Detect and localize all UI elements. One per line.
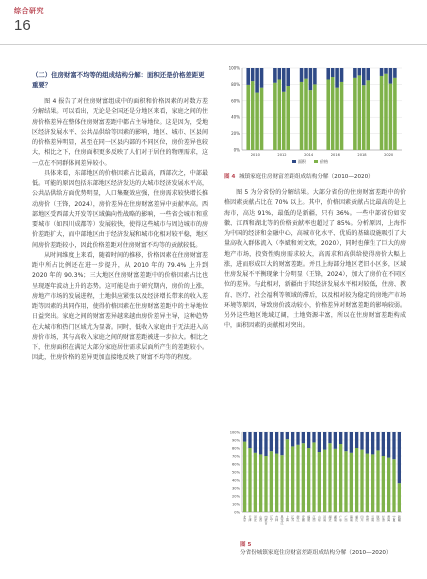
y-tick-label: 60% xyxy=(232,462,240,467)
y-tick-label: 100% xyxy=(229,430,240,435)
bar-price xyxy=(264,456,267,512)
bar-price xyxy=(246,85,250,150)
bar-area xyxy=(389,68,393,84)
bar-price xyxy=(296,445,299,512)
bar-price xyxy=(251,81,255,150)
x-tick-label: 2018 xyxy=(357,153,367,157)
bar-area xyxy=(362,68,366,85)
bar-price xyxy=(270,451,273,512)
bar-price xyxy=(353,78,357,150)
y-tick-label: 50% xyxy=(232,470,240,475)
x-tick-label: 浙江 xyxy=(296,515,300,522)
bar-price xyxy=(328,443,331,512)
page-header xyxy=(14,6,44,34)
figure-5-chart xyxy=(224,428,406,536)
x-tick-label: 河北 xyxy=(253,515,258,522)
bar-area xyxy=(353,68,357,78)
bar-price xyxy=(282,92,286,150)
bar-area xyxy=(340,68,344,82)
legend-label-price: 价格 xyxy=(320,159,328,164)
bar-area xyxy=(286,68,290,86)
bar-area xyxy=(260,68,264,88)
bar-area xyxy=(286,432,289,439)
x-tick-label: 甘肃 xyxy=(381,515,386,522)
bar-price xyxy=(313,84,317,150)
y-tick-label: 40% xyxy=(231,114,240,120)
bar-area xyxy=(382,432,385,456)
bar-area xyxy=(331,68,335,77)
bar-price xyxy=(340,82,344,150)
bar-price xyxy=(286,439,289,512)
bar-price xyxy=(358,75,362,150)
x-tick-label: 湖北 xyxy=(328,515,332,522)
figure-4-caption-text: 城镇家庭住房财富差距组成结构分解（2010—2020） xyxy=(239,174,374,180)
bar-price xyxy=(362,85,366,150)
x-tick-label: 新疆 xyxy=(397,515,402,522)
x-tick-label: 黑龙江 xyxy=(280,515,284,525)
bar-price xyxy=(335,88,339,150)
bar-area xyxy=(259,432,262,454)
bar-area xyxy=(248,432,251,448)
bar-price xyxy=(273,83,277,150)
bar-area xyxy=(251,68,255,81)
y-tick-label: 80% xyxy=(232,446,240,451)
bar-area xyxy=(355,432,358,448)
bar-price xyxy=(366,454,369,512)
x-tick-label: 江西 xyxy=(312,515,316,522)
bar-area xyxy=(318,432,321,452)
bar-price xyxy=(286,86,290,150)
bar-price xyxy=(380,76,384,150)
bar-area xyxy=(393,68,397,78)
x-tick-label: 重庆 xyxy=(354,515,359,522)
x-tick-label: 2014 xyxy=(304,153,314,157)
bar-area xyxy=(255,68,259,93)
x-tick-label: 海南 xyxy=(349,515,354,522)
bar-area xyxy=(339,432,342,444)
bar-price xyxy=(260,88,264,150)
bar-price xyxy=(302,443,305,512)
bar-area xyxy=(309,68,313,90)
bar-area xyxy=(270,432,273,451)
bar-price xyxy=(291,446,294,512)
bar-price xyxy=(300,82,304,150)
bar-area xyxy=(344,432,347,451)
section-label: 综合研究 xyxy=(14,7,44,15)
x-tick-label: 辽宁 xyxy=(269,515,274,522)
bar-price xyxy=(323,450,326,512)
x-tick-label: 福建 xyxy=(306,515,311,522)
bar-area xyxy=(326,68,330,79)
y-tick-label: 80% xyxy=(231,81,240,87)
left-column xyxy=(32,97,208,364)
bar-area xyxy=(350,432,353,453)
x-tick-label: 2016 xyxy=(330,153,340,157)
bar-price xyxy=(389,84,393,150)
bar-price xyxy=(280,455,283,512)
paragraph: 图 5 为分省份的分解结果。大部分省份的住房财富差距中的价格因素贡献占比在 70% 以上。其中，价格因素贡献占比最高的是上海市，高达 91%，最低的是新疆，只有 36%。一些中部省份如安徽、江西和湖北等的价格贡献率也超过了 85%。分析原因，上海作为中国的经济和金融中心，高城市化水平、优质的基础设施吸引了大量高收入群体流入（李斌和刘文欢，2020），同时也催生了巨大的房地产市场，投资性购房需求较大，高需求和高供给使得房价大幅上涨，进而形成巨大的财富差距。并且上海部分地区老旧小区多，区域住房发展不平衡现象十分明显（王锋，2024），加大了房价在不同区位的差异。与此相对，新疆由于其经济发展水平相对较低，住房、教育、医疗、社会福利等领域的滞后，以及相对较为稳定的房地产市场环境等原因，导致房价波动较小，价格差异对财富差距的影响较弱。另外这些地区地域辽阔，土地资源丰富，所以在住房财富差距构成中，面积因素的贡献相对突出。 xyxy=(224,189,406,330)
bar-price xyxy=(371,454,374,512)
figure-5-caption xyxy=(240,541,406,557)
bar-price xyxy=(350,453,353,512)
x-tick-label: 天津 xyxy=(248,515,252,522)
y-tick-label: 10% xyxy=(232,502,240,507)
bar-price xyxy=(376,450,379,512)
bar-area xyxy=(275,432,278,454)
x-tick-label: 宁夏 xyxy=(392,515,396,522)
figure-4-label: 图 4 xyxy=(224,174,236,180)
bar-price xyxy=(278,79,282,150)
figure-4 xyxy=(224,62,406,174)
x-tick-label: 内蒙古 xyxy=(264,515,268,525)
bar-area xyxy=(254,432,257,453)
bar-area xyxy=(312,432,315,442)
y-tick-label: 0% xyxy=(233,147,240,153)
bar-area xyxy=(398,432,401,483)
x-tick-label: 山西 xyxy=(258,515,263,522)
bar-area xyxy=(360,432,363,450)
x-tick-label: 河南 xyxy=(322,515,327,522)
bar-price xyxy=(344,451,347,512)
bar-price xyxy=(392,459,395,512)
x-tick-label: 吉林 xyxy=(274,515,279,522)
x-tick-label: 湖南 xyxy=(333,515,338,522)
bar-area xyxy=(273,68,277,83)
bar-area xyxy=(282,68,286,92)
bar-price xyxy=(254,453,257,512)
paragraph: 图 4 报告了对住房财富组成中的面积和价格因素的对数方差分解结果。可以看出，无论是全国还是分地区来看，家庭之间的住房价格差异在整体住房财富差距中都占主导地位。这是因为，受地区经济发展水平、公共品供给等因素的影响，地区、城市、区县间的价格差异明显，甚至在同一区县内部的不同区位，房价差异也较大，相比之下，住房面积更多反映了人们对于居住的物理需求，这一点在不同群体间差异较小。 xyxy=(32,98,208,167)
bar-area xyxy=(307,432,310,448)
x-tick-label: 云南 xyxy=(370,515,375,522)
bar-area xyxy=(246,68,250,85)
bar-area xyxy=(387,432,390,458)
bar-area xyxy=(366,68,370,80)
x-tick-label: 陕西 xyxy=(376,515,380,522)
bar-price xyxy=(334,449,337,512)
bar-area xyxy=(334,432,337,449)
legend-label-area: 面积 xyxy=(298,159,306,164)
figure-4-chart xyxy=(224,62,406,170)
bar-price xyxy=(318,452,321,512)
bar-area xyxy=(335,68,339,88)
x-tick-label: 2010 xyxy=(250,153,260,157)
right-column xyxy=(224,188,406,332)
bar-price xyxy=(255,93,259,150)
x-tick-label: 安徽 xyxy=(301,515,306,522)
x-tick-label: 四川 xyxy=(360,515,364,522)
bar-price xyxy=(387,458,390,512)
x-tick-label: 江苏 xyxy=(290,515,295,522)
x-tick-label: 贵州 xyxy=(365,515,370,522)
bar-price xyxy=(248,448,251,512)
x-tick-label: 山东 xyxy=(317,515,322,522)
figure-5-label: 图 5 xyxy=(240,542,252,548)
y-tick-label: 70% xyxy=(232,454,240,459)
x-tick-label: 广东 xyxy=(338,515,343,522)
bar-area xyxy=(300,68,304,82)
x-tick-label: 广西 xyxy=(344,515,348,522)
bar-area xyxy=(291,432,294,446)
x-tick-label: 青海 xyxy=(386,515,391,522)
y-tick-label: 60% xyxy=(231,98,240,104)
bar-area xyxy=(302,432,305,443)
y-tick-label: 20% xyxy=(231,131,240,137)
bar-area xyxy=(328,432,331,443)
bar-price xyxy=(326,79,330,150)
bar-price xyxy=(259,454,262,512)
bar-area xyxy=(278,68,282,79)
y-tick-label: 0% xyxy=(234,510,240,515)
y-tick-label: 30% xyxy=(232,486,240,491)
section-title: （二）住房财富不均等的组成结构分解：面积还是价格差距更重要？ xyxy=(32,71,205,89)
bar-area xyxy=(392,432,395,459)
x-tick-label: 2012 xyxy=(277,153,287,157)
legend-swatch-area xyxy=(292,160,296,163)
figure-4-caption xyxy=(224,173,406,181)
bar-area xyxy=(296,432,299,445)
bar-price xyxy=(384,74,388,150)
bar-price xyxy=(360,450,363,512)
bar-price xyxy=(331,77,335,150)
bar-area xyxy=(358,68,362,75)
bar-area xyxy=(304,68,308,79)
header-divider xyxy=(0,44,427,45)
bar-price xyxy=(366,80,370,150)
bar-price xyxy=(275,454,278,512)
bar-price xyxy=(304,79,308,150)
page-number: 16 xyxy=(14,17,31,34)
bar-price xyxy=(243,442,246,512)
bar-price xyxy=(398,483,401,512)
y-tick-label: 20% xyxy=(232,494,240,499)
y-tick-label: 100% xyxy=(228,65,240,71)
bar-area xyxy=(380,68,384,76)
bar-price xyxy=(382,456,385,512)
figure-5-caption-text: 分省份城镇家庭住房财富差距组成结构分解（2010—2020） xyxy=(240,550,392,556)
bar-area xyxy=(264,432,267,456)
bar-price xyxy=(355,448,358,512)
bar-area xyxy=(366,432,369,454)
legend-swatch-price xyxy=(314,160,318,163)
bar-price xyxy=(309,90,313,150)
bar-area xyxy=(313,68,317,84)
bar-price xyxy=(312,442,315,512)
figure-5 xyxy=(224,428,406,540)
bar-area xyxy=(323,432,326,450)
bar-area xyxy=(280,432,283,455)
bar-area xyxy=(376,432,379,450)
paragraph: 从时间维度上来看，随着时间的推移，价格因素在住房财富差距中所占比例还在进一步提升，从 2010 年的 79.4% 上升到 2020 年的 90.3%；三大地区住房财富差距中的价格因素占比也呈现逐年波动上升的态势。这可能是由于研究期内，房价的上涨，房地产市场的发展进程，土地供应紧张以及经济增长带来的收入差距等因素的共同作用，使得价格因素在住房财富差距中的主导地位日益突出。家庭之间的财富差异越来越由房价差异主导，这种趋势在大城市和热门区域尤为显著。同时，低收入家庭由于无法进入高房价市场，其与高收入家庭之间的财富差距被进一步拉大。相比之下，住房面积在满足大部分家庭居住需求层面所产生的差距较小。因此，住房价格的差异更加直接地反映了财富不均等的程度。 xyxy=(32,251,208,362)
x-tick-label: 北京 xyxy=(242,515,247,522)
paragraph: 具体来看，东部地区的价格因素占比最高，西部次之，中部最低。可能的原因包括东部地区经济发达的大城市经济发展水平高，公共品供给方面优势明显，人口集聚效应强，住房需求较快增长推动房价（王锋，2024），房价差异在住房财富差异中贡献率高。西部地区受西部大开发等区域偏向性战略的影响，一些省会城市和重要城市（如四川成都等）发展较快，使得这些城市与周边城市的房价差距扩大，而中部地区由于经济发展和城市化相对较平稳，地区间房价差距较小，因此价格差距对住房财富不均等的贡献较低。 xyxy=(32,169,208,249)
y-tick-label: 40% xyxy=(232,478,240,483)
bar-price xyxy=(307,448,310,512)
bar-area xyxy=(243,432,246,442)
y-tick-label: 90% xyxy=(232,438,240,443)
bar-price xyxy=(339,444,342,512)
bar-area xyxy=(384,68,388,74)
bar-price xyxy=(393,78,397,150)
x-tick-label: 上海 xyxy=(285,515,290,522)
x-tick-label: 2020 xyxy=(384,153,394,157)
bar-area xyxy=(371,432,374,454)
